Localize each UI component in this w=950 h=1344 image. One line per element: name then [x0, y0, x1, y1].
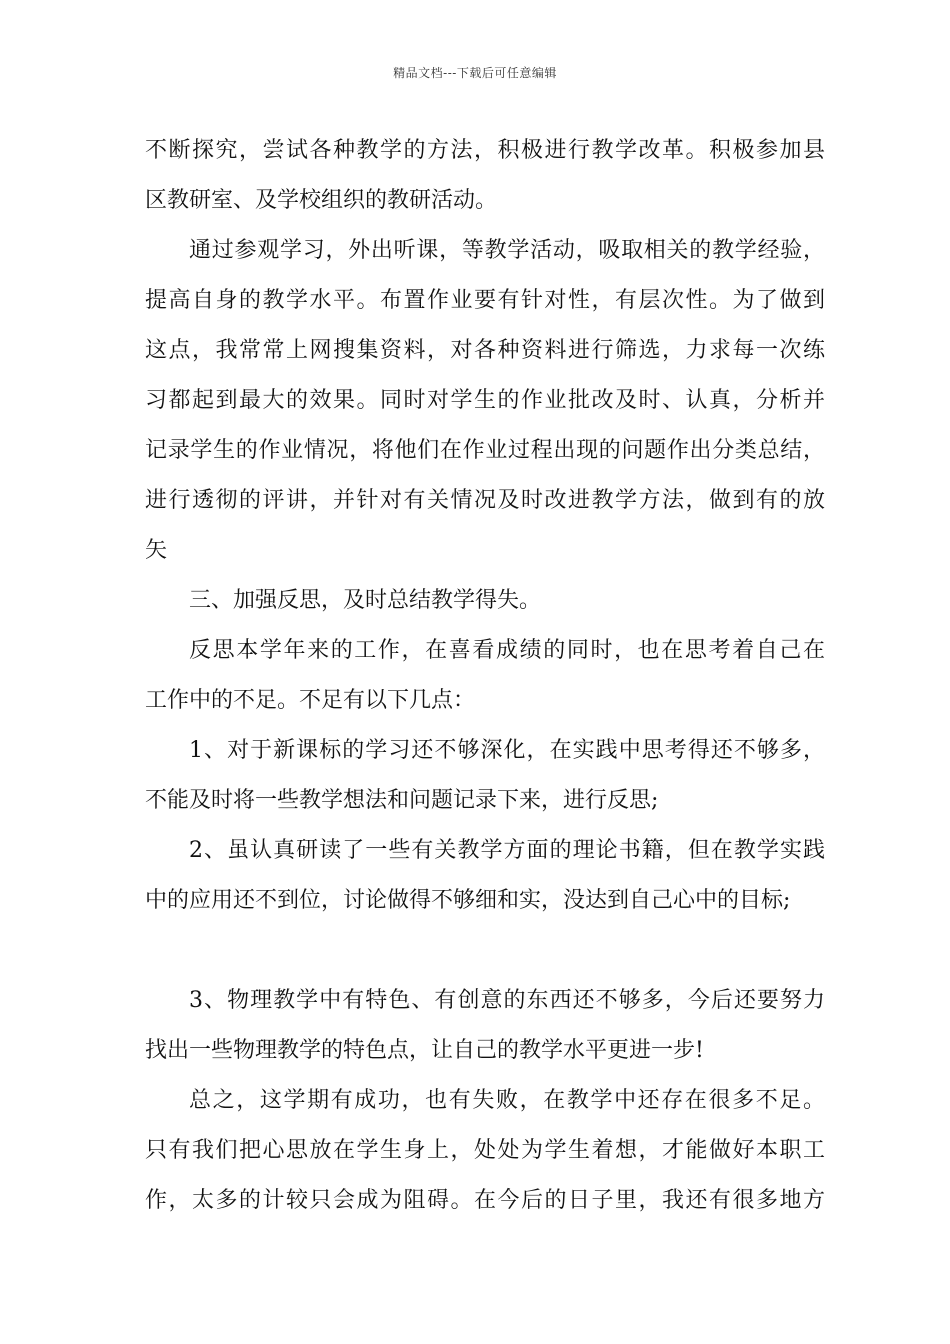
document-body	[145, 126, 825, 1226]
text-line: 这点，我常常上网搜集资料，对各种资料进行筛选，力求每一次练	[145, 338, 825, 363]
paragraph-start-line: 通过参观学习，外出听课，等教学活动，吸取相关的教学经验，	[189, 238, 825, 263]
text-line: 记录学生的作业情况，将他们在作业过程出现的问题作出分类总结，	[145, 438, 825, 463]
section-heading: 三、加强反思，及时总结教学得失。	[189, 588, 542, 613]
text-line: 矢	[145, 538, 168, 563]
list-item-3-line: 3、物理教学中有特色、有创意的东西还不够多，今后还要努力	[189, 988, 825, 1013]
text-line: 只有我们把心思放在学生身上，处处为学生着想，才能做好本职工	[145, 1138, 825, 1163]
text-line: 习都起到最大的效果。同时对学生的作业批改及时、认真，分析并	[145, 388, 825, 413]
paragraph-start-line: 反思本学年来的工作，在喜看成绩的同时，也在思考着自己在	[189, 638, 825, 663]
text-line: 进行透彻的评讲，并针对有关情况及时改进教学方法，做到有的放	[145, 488, 825, 513]
text-line: 提高自身的教学水平。布置作业要有针对性，有层次性。为了做到	[145, 288, 825, 313]
text-line: 不能及时将一些教学想法和问题记录下来，进行反思;	[145, 788, 659, 813]
text-line: 工作中的不足。不足有以下几点：	[145, 688, 476, 713]
list-item-2-line: 2、虽认真研读了一些有关教学方面的理论书籍，但在教学实践	[189, 838, 825, 863]
list-item-1-line: 1、对于新课标的学习还不够深化，在实践中思考得还不够多，	[189, 738, 825, 763]
blank-gap	[145, 926, 825, 976]
text-line: 不断探究，尝试各种教学的方法，积极进行教学改革。积极参加县	[145, 138, 825, 163]
text-line: 区教研室、及学校组织的教研活动。	[145, 188, 498, 213]
paragraph-start-line: 总之，这学期有成功，也有失败，在教学中还存在很多不足。	[189, 1088, 825, 1113]
page-header: 精品文档---下载后可任意编辑	[393, 66, 557, 80]
text-line: 作，太多的计较只会成为阻碍。在今后的日子里，我还有很多地方	[145, 1188, 825, 1213]
text-line: 中的应用还不到位，讨论做得不够细和实，没达到自己心中的目标;	[145, 888, 791, 913]
text-line: 找出一些物理教学的特色点，让自己的教学水平更进一步!	[145, 1038, 704, 1063]
